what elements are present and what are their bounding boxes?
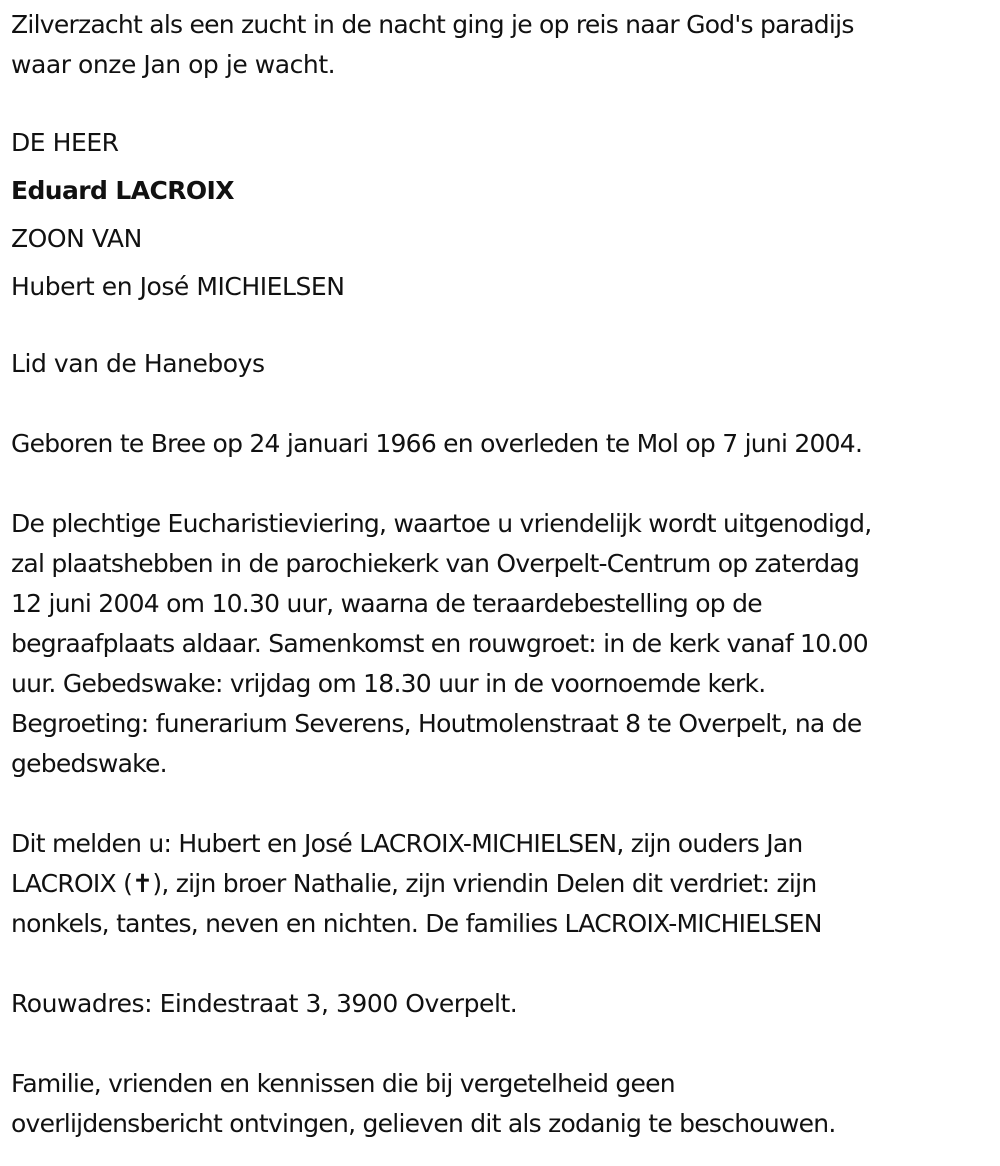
ceremony-line: zal plaatshebben in de parochiekerk van Overpelt-Centrum op zaterdag	[11, 549, 860, 578]
spacer	[11, 85, 990, 119]
poem-line-2: waar onze Jan op je wacht.	[11, 50, 336, 79]
spacer	[11, 944, 990, 984]
spacer	[11, 464, 990, 504]
membership-text: Lid van de Haneboys	[11, 349, 265, 378]
parents-names: Hubert en José MICHIELSEN	[11, 272, 345, 301]
spacer	[11, 784, 990, 824]
poem-line-1: Zilverzacht als een zucht in de nacht ging je op reis naar God's paradijs	[11, 10, 854, 39]
ceremony-line: begraafplaats aldaar. Samenkomst en rouwgroet: in de kerk vanaf 10.00	[11, 629, 868, 658]
ceremony-line: Begroeting: funerarium Severens, Houtmolenstraat 8 te Overpelt, na de	[11, 709, 862, 738]
address-text: Rouwadres: Eindestraat 3, 3900 Overpelt.	[11, 989, 518, 1018]
ceremony-line: 12 juni 2004 om 10.30 uur, waarna de teraardebestelling op de	[11, 589, 762, 618]
ceremony-line: gebedswake.	[11, 749, 167, 778]
family-paragraph	[11, 824, 990, 944]
family-line: nonkels, tantes, neven en nichten. De families LACROIX-MICHIELSEN	[11, 909, 822, 938]
family-line: Dit melden u: Hubert en José LACROIX-MICHIELSEN, zijn ouders Jan	[11, 829, 803, 858]
deceased-name: Eduard LACROIX	[11, 176, 234, 205]
closing-line: Familie, vrienden en kennissen die bij vergetelheid geen	[11, 1069, 675, 1098]
spacer	[11, 384, 990, 424]
family-line: LACROIX (✝), zijn broer Nathalie, zijn vriendin Delen dit verdriet: zijn	[11, 869, 817, 898]
spacer	[11, 311, 990, 344]
closing-line: overlijdensbericht ontvingen, gelieven dit als zodanig te beschouwen.	[11, 1109, 836, 1138]
announcement-block	[11, 119, 990, 311]
closing-paragraph	[11, 1064, 990, 1144]
birth-death-text: Geboren te Bree op 24 januari 1966 en overleden te Mol op 7 juni 2004.	[11, 429, 863, 458]
ceremony-paragraph	[11, 504, 990, 784]
ceremony-line: De plechtige Eucharistieviering, waartoe u vriendelijk wordt uitgenodigd,	[11, 509, 872, 538]
spacer	[11, 1024, 990, 1064]
ceremony-line: uur. Gebedswake: vrijdag om 18.30 uur in de voornoemde kerk.	[11, 669, 766, 698]
relation-label: ZOON VAN	[11, 224, 142, 253]
announcement-title: DE HEER	[11, 128, 119, 157]
poem-block	[11, 5, 990, 85]
